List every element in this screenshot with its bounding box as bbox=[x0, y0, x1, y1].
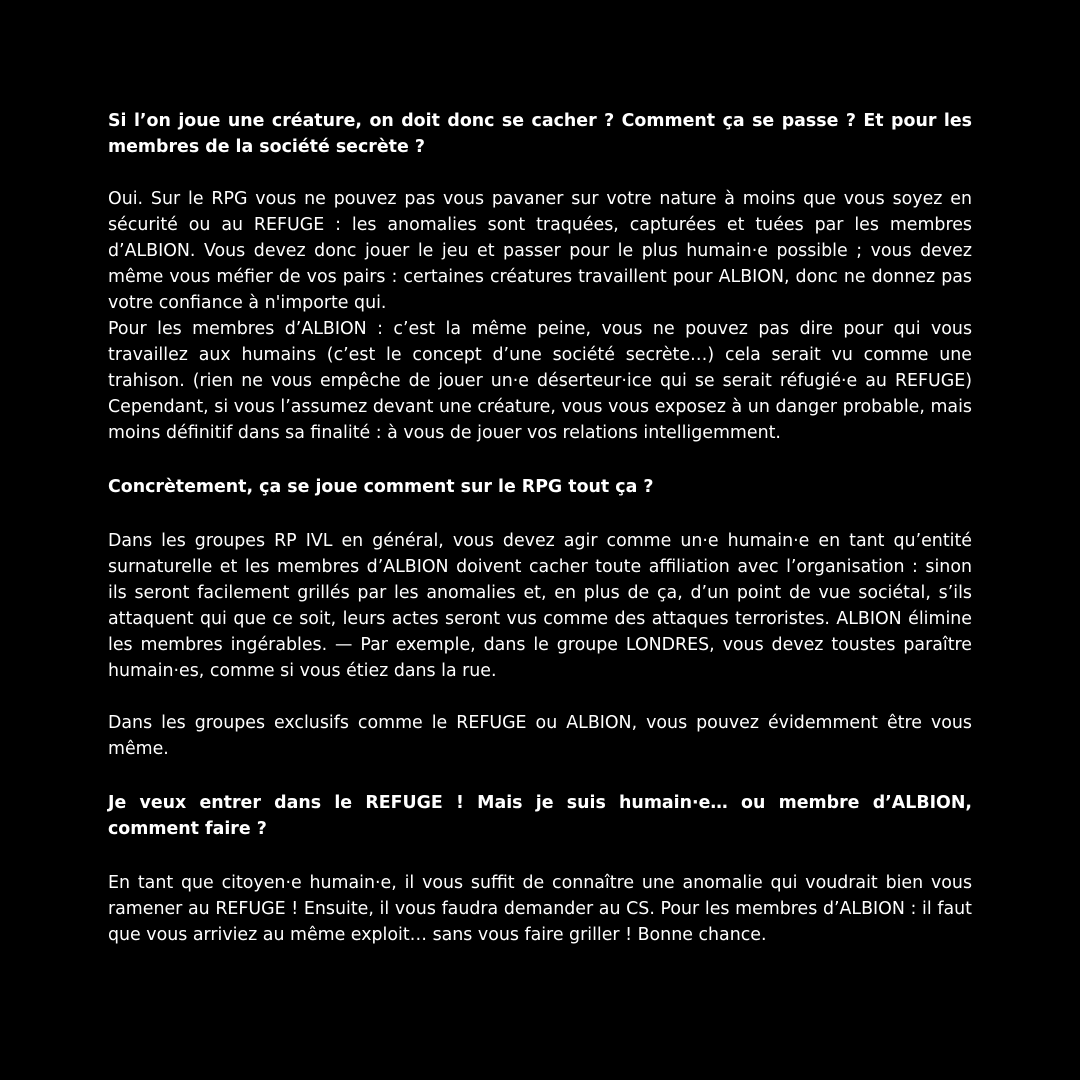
answer-ivl-groups: Dans les groupes RP IVL en général, vous devez agir comme un·e humain·e en tant qu’entité surnaturelle et les membres d’ALBION doivent cacher toute affiliation avec l’organisation : sinon ils seront facilement grillés par les anomalies et, en plus de ça, d’un point de vue sociétal, s’ils attaquent qui que ce soit, leurs actes seront vus comme des attaques terroristes. ALBION élimine les membres ingérables. — Par exemple, dans le groupe LONDRES, vous devez toustes paraître humain·es, comme si vous étiez dans la rue. bbox=[108, 531, 972, 681]
spacer bbox=[108, 684, 972, 710]
answer-exclusive-groups: Dans les groupes exclusifs comme le REFUGE ou ALBION, vous pouvez évidemment être vous même. bbox=[108, 713, 972, 759]
spacer bbox=[108, 160, 972, 186]
spacer bbox=[108, 446, 972, 474]
answer-hiding-creatures: Oui. Sur le RPG vous ne pouvez pas vous pavaner sur votre nature à moins que vous soyez en sécurité ou au REFUGE : les anomalies sont traquées, capturées et tuées par les membres d’ALBION. Vous devez donc jouer le jeu et passer pour le plus humain·e possible ; vous devez même vous méfier de vos pairs : certaines créatures travaillent pour ALBION, donc ne donnez pas votre confiance à n'importe qui. bbox=[108, 189, 972, 313]
spacer bbox=[108, 762, 972, 790]
spacer bbox=[108, 842, 972, 870]
spacer bbox=[108, 500, 972, 528]
faq-content bbox=[108, 108, 972, 948]
question-enter-refuge: Je veux entrer dans le REFUGE ! Mais je suis humain·e… ou membre d’ALBION, comment faire ? bbox=[108, 793, 972, 839]
answer-hiding-albion: Pour les membres d’ALBION : c’est la même peine, vous ne pouvez pas dire pour qui vous travaillez aux humains (c’est le concept d’une société secrète…) cela serait vu comme une trahison. (rien ne vous empêche de jouer un·e déserteur·ice qui se serait réfugié·e au REFUGE) Cependant, si vous l’assumez devant une créature, vous vous exposez à un danger probable, mais moins définitif dans sa finalité : à vous de jouer vos relations intelligemment. bbox=[108, 319, 972, 443]
question-how-to-play: Concrètement, ça se joue comment sur le RPG tout ça ? bbox=[108, 477, 654, 497]
question-hiding: Si l’on joue une créature, on doit donc se cacher ? Comment ça se passe ? Et pour les membres de la société secrète ? bbox=[108, 111, 972, 157]
answer-enter-refuge: En tant que citoyen·e humain·e, il vous suffit de connaître une anomalie qui voudrait bien vous ramener au REFUGE ! Ensuite, il vous faudra demander au CS. Pour les membres d’ALBION : il faut que vous arriviez au même exploit… sans vous faire griller ! Bonne chance. bbox=[108, 873, 972, 945]
